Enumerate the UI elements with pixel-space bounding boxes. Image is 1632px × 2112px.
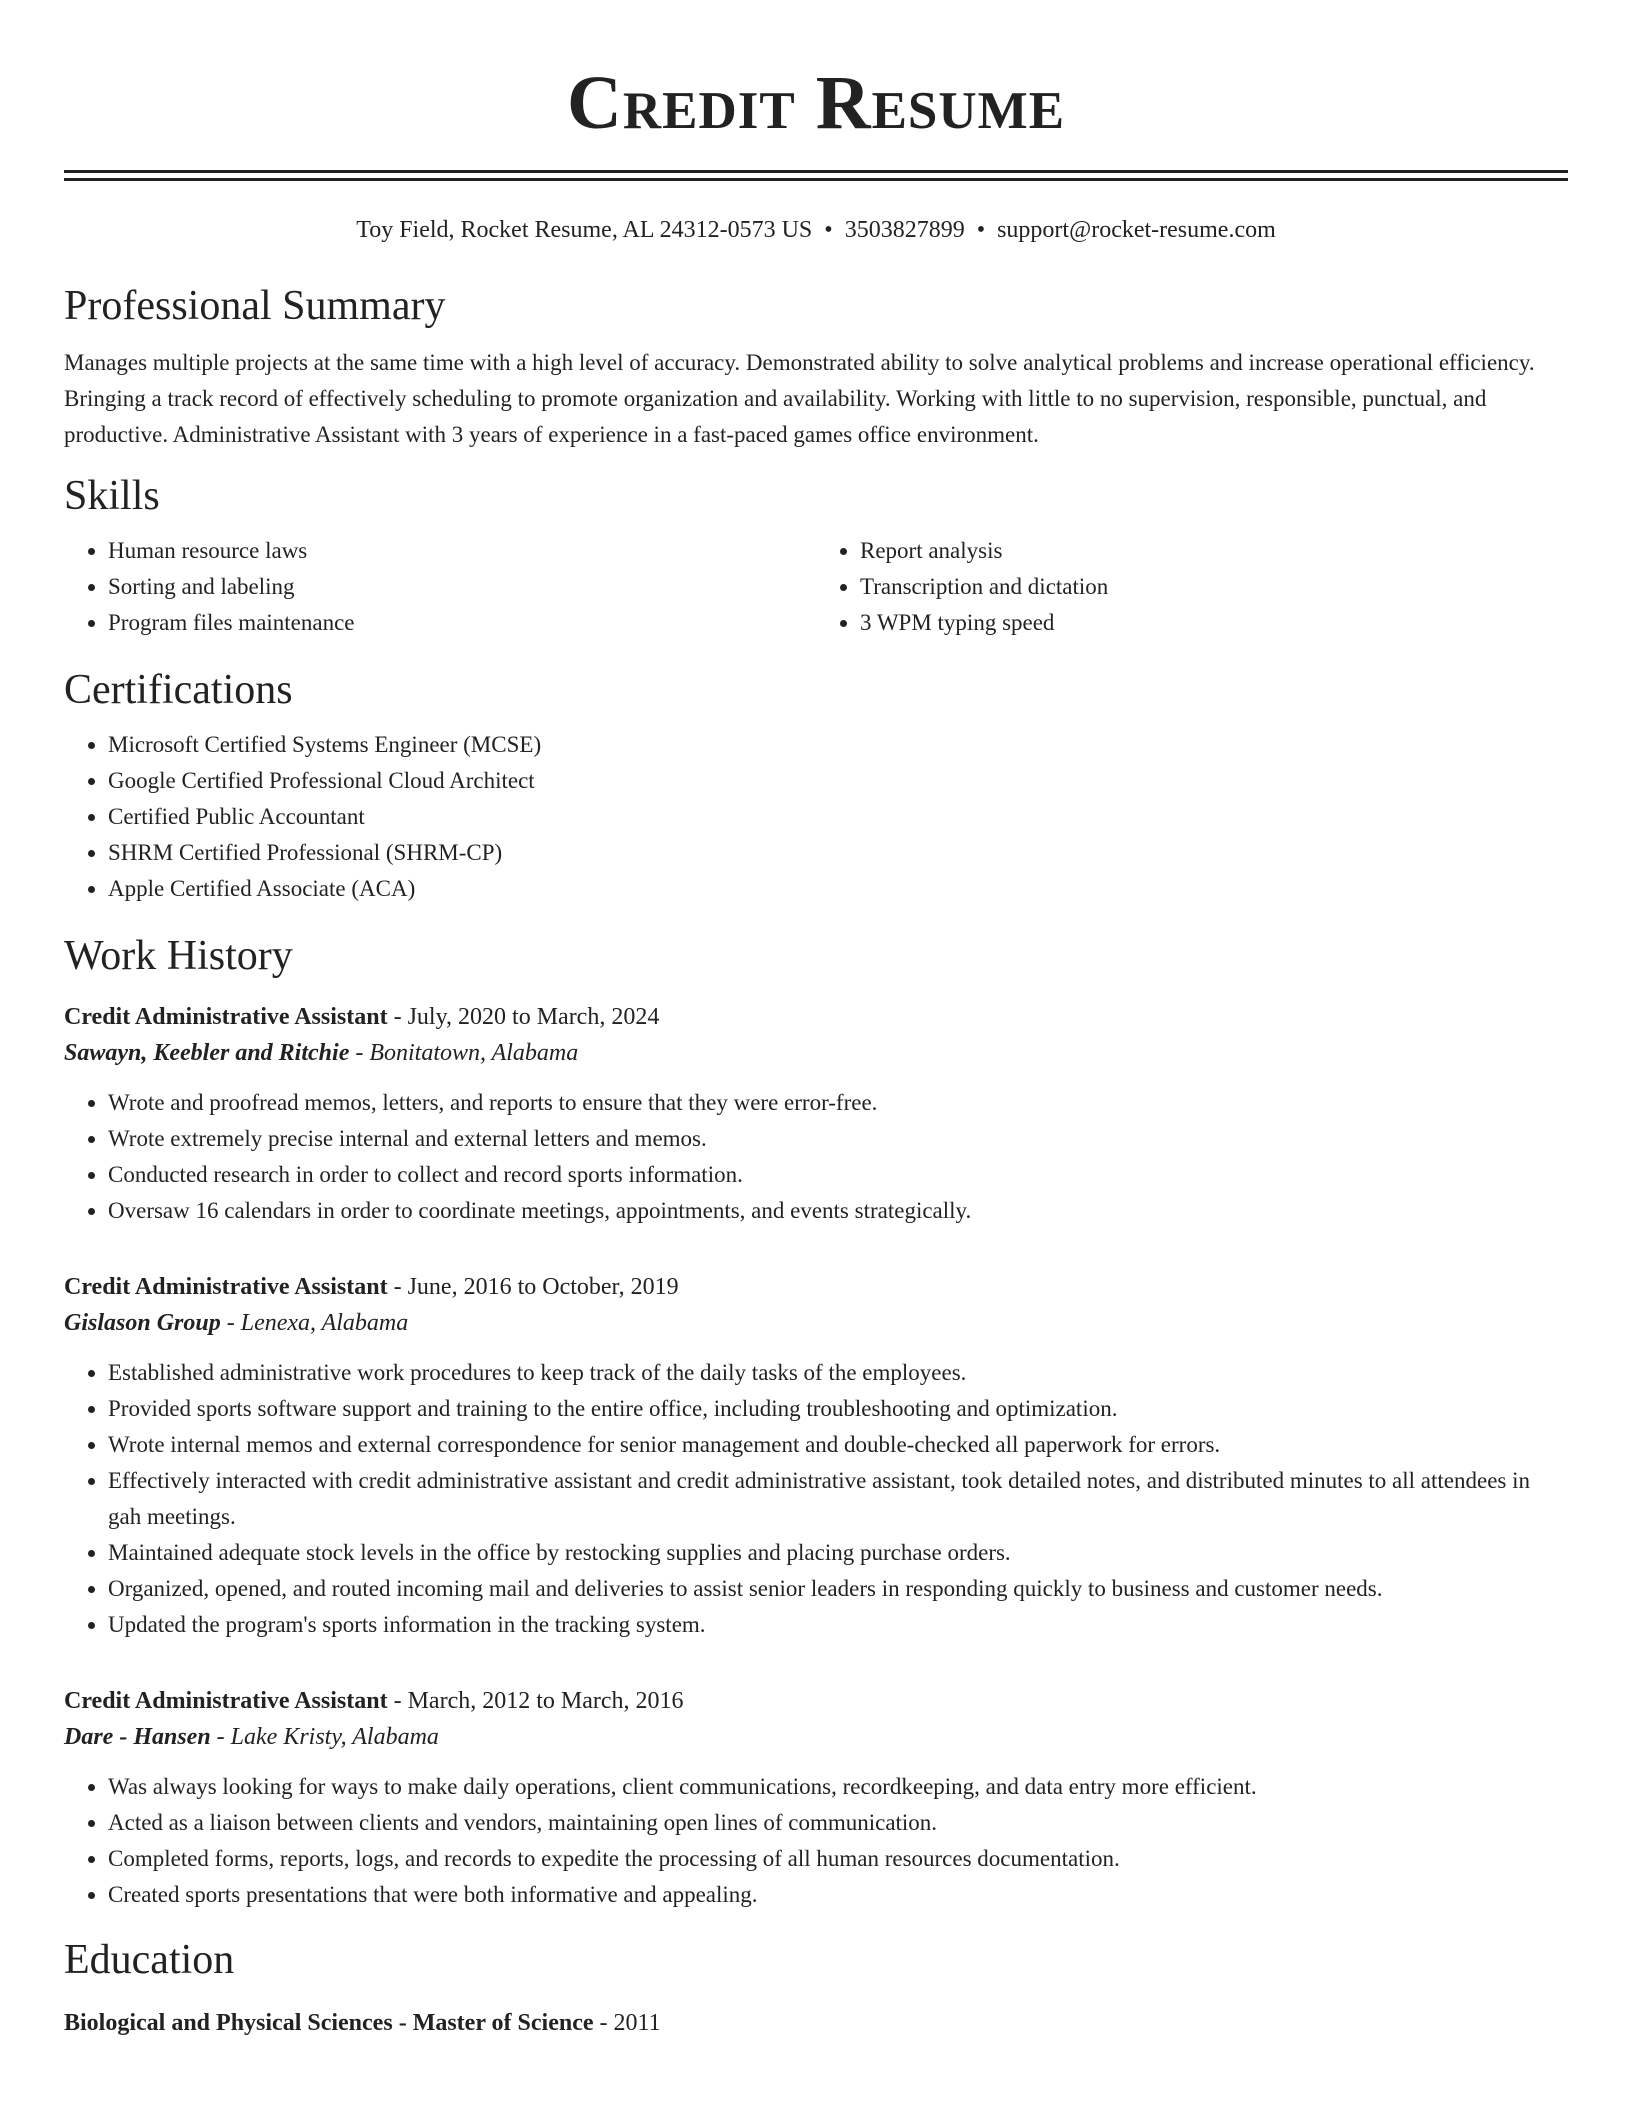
contact-email: support@rocket-resume.com (997, 217, 1276, 243)
skill-item: • 3 WPM typing speed (860, 605, 1568, 641)
job-title-line: Credit Administrative Assistant - June, 2016 to October, 2019 (64, 1274, 679, 1300)
company-name: Sawayn, Keebler and Ritchie (64, 1040, 350, 1066)
work-history-section (64, 931, 1568, 1913)
job-bullet: • Oversaw 16 calendars in order to coordinate meetings, appointments, and events strategically. (108, 1193, 1568, 1229)
job-title-line: Credit Administrative Assistant - July, 2020 to March, 2024 (64, 1004, 660, 1030)
job-bullets (64, 1085, 1568, 1229)
work-history-heading: Work History (64, 933, 293, 979)
education-heading: Education (64, 1937, 235, 1983)
company-line: Sawayn, Keebler and Ritchie - Bonitatown, Alabama (64, 1040, 579, 1066)
contact-address: Toy Field, Rocket Resume, AL 24312-0573 US (356, 217, 813, 243)
job-title: Credit Administrative Assistant (64, 1688, 388, 1714)
skill-item: • Report analysis (860, 533, 1568, 569)
contact-phone: 3503827899 (844, 217, 965, 243)
job-entry (64, 1683, 1568, 1913)
skills-section (64, 471, 1568, 641)
certifications-list (64, 727, 1568, 907)
skills-list-left (64, 533, 816, 641)
certification-item: • Apple Certified Associate (ACA) (108, 871, 1568, 907)
job-bullet: • Updated the program's sports information in the tracking system. (108, 1607, 1568, 1643)
job-bullet: • Established administrative work procedures to keep track of the daily tasks of the employees. (108, 1355, 1568, 1391)
job-title-line: Credit Administrative Assistant - March, 2012 to March, 2016 (64, 1688, 684, 1714)
job-bullet: • Effectively interacted with credit administrative assistant and credit administrative assistant, took detailed notes, and distributed minutes to all attendees in gah meetings. (108, 1463, 1568, 1535)
company-line: Gislason Group - Lenexa, Alabama (64, 1310, 409, 1336)
contact-separator: • (824, 217, 833, 243)
certification-item: • SHRM Certified Professional (SHRM-CP) (108, 835, 1568, 871)
job-bullet: • Maintained adequate stock levels in the office by restocking supplies and placing purchase orders. (108, 1535, 1568, 1571)
skill-item: • Sorting and labeling (108, 569, 816, 605)
company-location: Bonitatown, Alabama (369, 1040, 579, 1066)
job-bullet: • Provided sports software support and training to the entire office, including troubleshooting and optimization. (108, 1391, 1568, 1427)
job-entry (64, 999, 1568, 1229)
education-dash: - (398, 2010, 407, 2036)
job-bullet: • Wrote internal memos and external correspondence for senior management and double-checked all paperwork for errors. (108, 1427, 1568, 1463)
skill-item: • Human resource laws (108, 533, 816, 569)
title-double-rule (64, 170, 1568, 181)
job-bullet: • Wrote extremely precise internal and external letters and memos. (108, 1121, 1568, 1157)
contact-line (64, 215, 1568, 245)
contact-separator: • (976, 217, 986, 243)
skills-grid (64, 521, 1568, 641)
job-bullet: • Was always looking for ways to make daily operations, client communications, recordkeeping, and data entry more efficient. (108, 1769, 1568, 1805)
certifications-heading: Certifications (64, 667, 293, 713)
education-field: Biological and Physical Sciences (64, 2010, 393, 2036)
job-bullet: • Organized, opened, and routed incoming mail and deliveries to assist senior leaders in responding quickly to business and customer needs. (108, 1571, 1568, 1607)
company-name: Dare - Hansen (64, 1724, 211, 1750)
skill-item: • Program files maintenance (108, 605, 816, 641)
certifications-section (64, 665, 1568, 907)
job-dates: March, 2012 to March, 2016 (407, 1688, 684, 1714)
job-dates: July, 2020 to March, 2024 (407, 1004, 660, 1030)
job-bullet: • Completed forms, reports, logs, and records to expedite the processing of all human resources documentation. (108, 1841, 1568, 1877)
company-line: Dare - Hansen - Lake Kristy, Alabama (64, 1724, 439, 1750)
job-bullet: • Wrote and proofread memos, letters, and reports to ensure that they were error-free. (108, 1085, 1568, 1121)
summary-section (64, 281, 1568, 453)
job-title: Credit Administrative Assistant (64, 1274, 388, 1300)
certification-item: • Google Certified Professional Cloud Architect (108, 763, 1568, 799)
job-bullet: • Conducted research in order to collect and record sports information. (108, 1157, 1568, 1193)
company-location: Lenexa, Alabama (240, 1310, 409, 1336)
job-bullet: • Acted as a liaison between clients and vendors, maintaining open lines of communication. (108, 1805, 1568, 1841)
certification-item: • Microsoft Certified Systems Engineer (MCSE) (108, 727, 1568, 763)
education-year: 2011 (613, 2010, 661, 2036)
company-name: Gislason Group (64, 1310, 221, 1336)
job-dates: June, 2016 to October, 2019 (407, 1274, 679, 1300)
summary-heading: Professional Summary (64, 283, 446, 329)
job-bullets (64, 1769, 1568, 1913)
skills-list-right (816, 533, 1568, 641)
summary-text: Manages multiple projects at the same time with a high level of accuracy. Demonstrated ability to solve analytical problems and increase operational efficiency. Bringing a track record of effectively scheduling to promote organization and availability. Working with little to no supervision, responsible, punctual, and productive. Administrative Assistant with 3 years of experience in a fast-paced games office environment. (64, 350, 1535, 447)
job-bullets (64, 1355, 1568, 1643)
job-bullet: • Created sports presentations that were both informative and appealing. (108, 1877, 1568, 1913)
job-title: Credit Administrative Assistant (64, 1004, 388, 1030)
job-entry (64, 1269, 1568, 1643)
company-location: Lake Kristy, Alabama (230, 1724, 439, 1750)
education-section (64, 1935, 1568, 2041)
certification-item: • Certified Public Accountant (108, 799, 1568, 835)
resume-title: Credit Resume (566, 61, 1066, 145)
skills-heading: Skills (64, 473, 160, 519)
skill-item: • Transcription and dictation (860, 569, 1568, 605)
education-degree: Master of Science (412, 2010, 594, 2036)
education-entry: Biological and Physical Sciences - Master of Science - 2011 (64, 2010, 661, 2036)
